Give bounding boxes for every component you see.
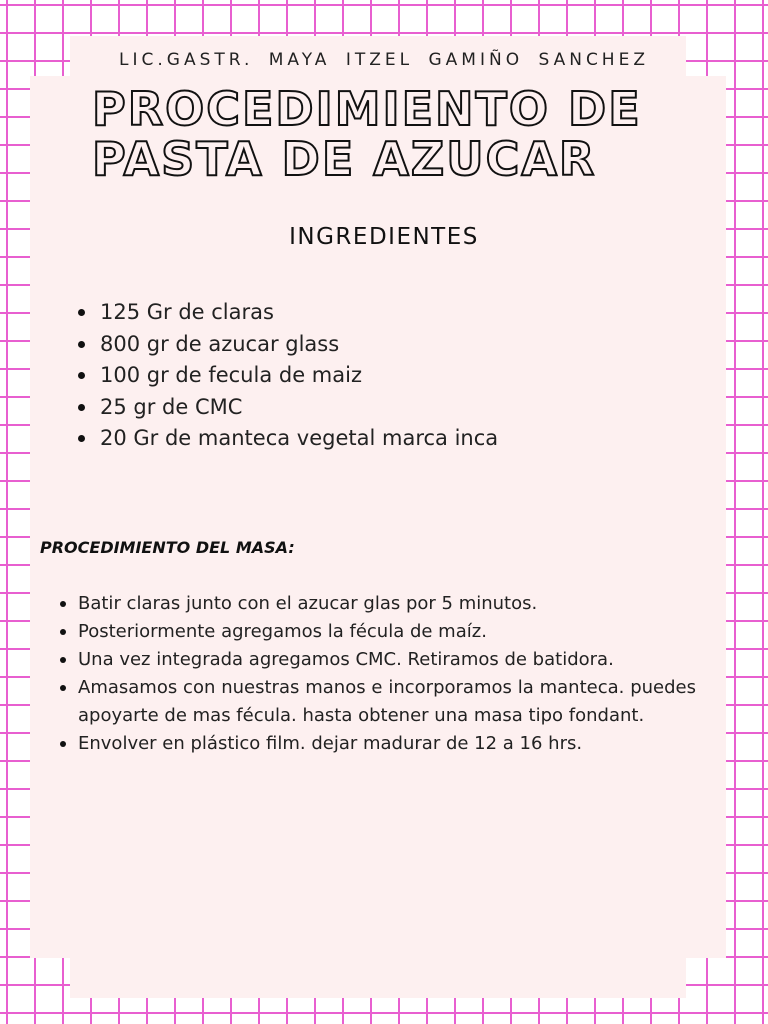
title-line-2: PASTA DE AZUCAR [92,132,597,186]
procedure-step: Batir claras junto con el azucar glas por 5 minutos. [60,590,696,618]
procedure-steps-list [60,590,696,758]
ingredient-item: 100 gr de fecula de maiz [78,360,498,392]
ingredient-item: 125 Gr de claras [78,297,498,329]
procedure-step: Amasamos con nuestras manos e incorporamos la manteca. puedes apoyarte de mas fécula. hasta obtener una masa tipo fondant. [60,674,696,730]
procedure-step: Posteriormente agregamos la fécula de maíz. [60,618,696,646]
procedure-step: Envolver en plástico film. dejar madurar de 12 a 16 hrs. [60,730,696,758]
ingredient-item: 800 gr de azucar glass [78,329,498,361]
author-name: LIC.GASTR. MAYA ITZEL GAMIÑO SANCHEZ [119,50,649,70]
ingredient-item: 20 Gr de manteca vegetal marca inca [78,423,498,455]
ingredient-item: 25 gr de CMC [78,392,498,424]
title-line-1: PROCEDIMIENTO DE [92,82,642,136]
procedure-heading: PROCEDIMIENTO DEL MASA: [40,538,295,557]
ingredients-list [78,297,498,455]
ingredients-heading: INGREDIENTES [289,224,479,250]
procedure-step: Una vez integrada agregamos CMC. Retiramos de batidora. [60,646,696,674]
page-title [92,84,642,184]
